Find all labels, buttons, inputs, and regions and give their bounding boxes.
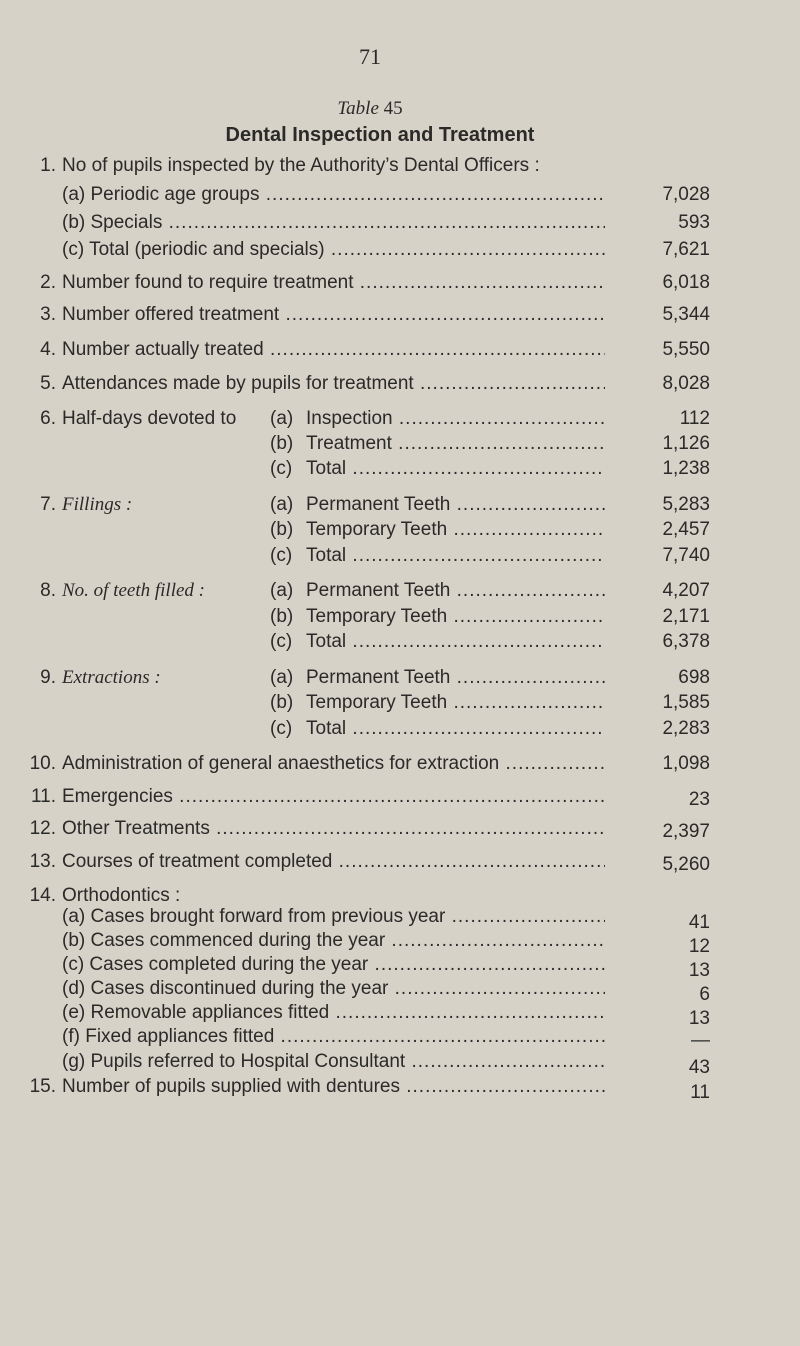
table-row <box>0 337 760 363</box>
item-sub-letter: (c) <box>270 545 293 566</box>
item-number: 11. <box>30 786 56 807</box>
item-number: 4. <box>40 339 56 360</box>
item-number: 8. <box>40 580 56 601</box>
table-row <box>0 492 760 518</box>
item-value: 1,126 <box>662 433 710 454</box>
item-sub-letter: (b) <box>270 433 294 454</box>
item-value: 7,621 <box>662 239 710 260</box>
item-category: Fillings : <box>62 494 133 515</box>
item-label: No of pupils inspected by the Authority’s Dental Officers : <box>62 155 540 176</box>
item-number: 6. <box>40 408 56 429</box>
table-row <box>0 816 760 842</box>
item-value: 5,283 <box>662 494 710 515</box>
table-row <box>0 1049 760 1078</box>
item-number: 12. <box>29 818 56 839</box>
item-label: Treatment ..... <box>306 431 605 457</box>
item-category: Extractions : <box>62 667 161 688</box>
table-row <box>0 210 760 236</box>
item-value: 1,098 <box>662 753 710 774</box>
item-value: 2,171 <box>662 606 710 627</box>
item-number: 2. <box>40 272 56 293</box>
item-value: — <box>691 1030 710 1051</box>
item-value: 1,585 <box>662 692 710 713</box>
table-row <box>0 1000 760 1029</box>
item-number: 7. <box>40 494 56 515</box>
table-row <box>0 629 760 655</box>
item-label: Half-days devoted to <box>62 408 237 429</box>
item-number: 15. <box>29 1076 56 1097</box>
item-label: (d) Cases discontinued during the year ..... <box>62 976 605 1002</box>
table-row <box>0 517 760 543</box>
table-row <box>0 543 760 569</box>
item-label: (a) Cases brought forward from previous year ..... <box>62 904 605 930</box>
item-number: 9. <box>40 667 56 688</box>
item-label: Courses of treatment completed ..... <box>62 849 605 875</box>
item-sub-letter: (c) <box>270 458 293 479</box>
item-label: Permanent Teeth ..... <box>306 578 605 604</box>
item-value: 112 <box>679 408 710 429</box>
table-row <box>0 1024 760 1050</box>
item-number: 13. <box>29 851 56 872</box>
item-number: 3. <box>40 304 56 325</box>
item-label: Total ..... <box>306 629 605 655</box>
item-label: Orthodontics : <box>62 885 181 906</box>
item-value: 2,457 <box>662 519 710 540</box>
item-value: 5,344 <box>662 304 710 325</box>
item-sub-letter: (a) <box>270 494 294 515</box>
item-value: 4,207 <box>662 580 710 601</box>
item-label: Temporary Teeth ..... <box>306 517 605 543</box>
item-value: 8,028 <box>662 373 710 394</box>
item-value: 13 <box>688 1008 710 1029</box>
item-value: 23 <box>688 789 710 810</box>
item-label: Total ..... <box>306 456 605 482</box>
table-row <box>0 431 760 457</box>
item-value: 5,550 <box>662 339 710 360</box>
table-row <box>0 849 760 875</box>
table-row <box>0 928 760 957</box>
table-row <box>0 578 760 604</box>
item-sub-letter: (a) <box>270 580 294 601</box>
item-value: 6 <box>699 984 710 1005</box>
item-sub-letter: (c) <box>270 718 293 739</box>
item-value: 2,397 <box>662 821 710 842</box>
item-sub-letter: (c) <box>270 631 293 652</box>
table-row <box>0 716 760 742</box>
table-row <box>0 665 760 691</box>
item-value: 6,378 <box>662 631 710 652</box>
item-label: Number of pupils supplied with dentures ..... <box>62 1074 605 1100</box>
item-number: 10. <box>29 753 56 774</box>
item-value: 593 <box>678 212 710 233</box>
table-row <box>0 456 760 482</box>
item-label: (c) Total (periodic and specials) ..... <box>62 237 605 263</box>
item-sub-letter: (b) <box>270 606 294 627</box>
table-row <box>0 406 760 432</box>
item-label: Permanent Teeth ..... <box>306 492 605 518</box>
item-value: 7,740 <box>662 545 710 566</box>
table-caption-word: Table <box>337 98 379 119</box>
item-label: Total ..... <box>306 543 605 569</box>
item-value: 6,018 <box>662 272 710 293</box>
table-row <box>0 302 760 328</box>
table-row <box>0 153 760 179</box>
item-value: 12 <box>688 936 710 957</box>
item-value: 13 <box>688 960 710 981</box>
item-label: Inspection ..... <box>306 406 605 432</box>
table-row <box>0 182 760 208</box>
table-row <box>0 270 760 296</box>
item-label: Permanent Teeth ..... <box>306 665 605 691</box>
item-label: Temporary Teeth ..... <box>306 604 605 630</box>
item-label: (b) Specials ..... <box>62 210 605 236</box>
item-label: Other Treatments ..... <box>62 816 605 842</box>
item-label: (c) Cases completed during the year ..... <box>62 952 605 978</box>
item-label: (b) Cases commenced during the year ..... <box>62 928 605 954</box>
item-label: Administration of general anaesthetics for extraction ..... <box>62 751 605 777</box>
item-sub-letter: (a) <box>270 408 294 429</box>
item-label: Temporary Teeth ..... <box>306 690 605 716</box>
item-label: (a) Periodic age groups ..... <box>62 182 605 208</box>
item-number: 1. <box>40 155 56 176</box>
item-value: 5,260 <box>662 854 710 875</box>
page-number: 71 <box>359 44 381 69</box>
item-value: 43 <box>688 1057 710 1078</box>
item-category: No. of teeth filled : <box>62 580 206 601</box>
item-label: Emergencies ..... <box>62 784 605 810</box>
table-row <box>0 952 760 981</box>
item-sub-letter: (b) <box>270 692 294 713</box>
table-title: Dental Inspection and Treatment <box>225 124 535 146</box>
item-sub-letter: (a) <box>270 667 294 688</box>
table-row <box>0 784 760 810</box>
item-label: (f) Fixed appliances fitted ..... <box>62 1024 605 1050</box>
table-row <box>0 604 760 630</box>
item-label: Attendances made by pupils for treatment ..... <box>62 371 605 397</box>
item-label: (g) Pupils referred to Hospital Consultant ..... <box>62 1049 605 1075</box>
table-row <box>0 976 760 1005</box>
item-label: Number actually treated ..... <box>62 337 605 363</box>
item-value: 2,283 <box>662 718 710 739</box>
item-label: Total ..... <box>306 716 605 742</box>
table-row <box>0 751 760 777</box>
table-caption-number: 45 <box>383 98 403 119</box>
table-row <box>0 371 760 397</box>
item-label: Number found to require treatment ..... <box>62 270 605 296</box>
item-value: 41 <box>688 912 710 933</box>
item-label: Number offered treatment ..... <box>62 302 605 328</box>
item-value: 11 <box>690 1082 710 1103</box>
item-value: 698 <box>678 667 710 688</box>
item-number: 14. <box>29 885 56 906</box>
item-value: 7,028 <box>662 184 710 205</box>
table-row <box>0 904 760 933</box>
table-row <box>0 690 760 716</box>
item-label: (e) Removable appliances fitted ..... <box>62 1000 605 1026</box>
table-caption <box>0 98 740 120</box>
item-sub-letter: (b) <box>270 519 294 540</box>
table-row <box>0 237 760 263</box>
table-row <box>0 1074 760 1103</box>
item-value: 1,238 <box>662 458 710 479</box>
item-number: 5. <box>40 373 56 394</box>
